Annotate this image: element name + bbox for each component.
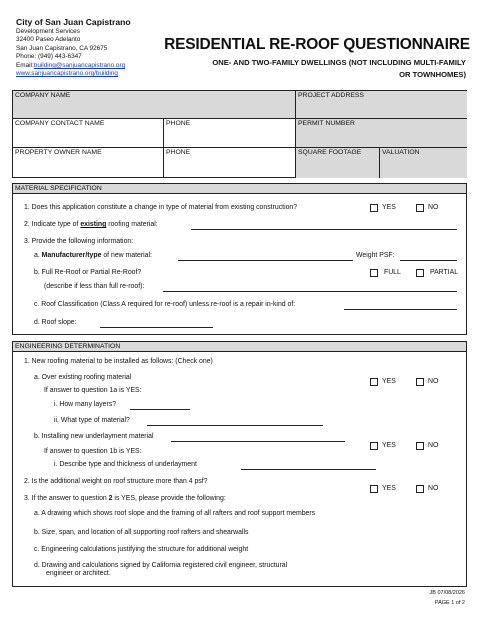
email-link[interactable]: building@sanjuancapistrano.org [33,62,126,69]
eng-q1: 1. New roofing material to be installed as follows: (Check one) [24,358,213,365]
material-q1-yes-checkbox[interactable] [370,204,378,212]
eng-q3a: a. A drawing which shows roof slope and the framing of all rafters and roof support members [34,510,316,517]
material-q2-post: roofing material: [106,221,158,228]
partial-reroof-label: PARTIAL [430,269,459,276]
valuation-label: VALUATION [382,149,420,156]
permit-number-field[interactable] [296,119,467,148]
eng-q1b-yes-checkbox[interactable] [370,442,378,450]
eng-q2: 2. Is the additional weight on roof structure more than 4 psf? [24,478,208,485]
material-specification-section [12,183,467,335]
material-q1: 1. Does this application constitute a change in type of material from existing construction? [24,204,298,211]
underlayment-material-input[interactable] [171,441,345,442]
form-code: JB 07/08/2026 [429,590,465,596]
subtitle-line-1: ONE- AND TWO-FAMILY DWELLINGS (NOT INCLUDING MULTI-FAMILY [212,58,466,67]
eng-q3b: b. Size, span, and location of all supporting roof rafters and shearwalls [34,529,249,536]
phone-label-1: PHONE [166,120,191,127]
address-line-2: San Juan Capistrano, CA 92675 [16,45,108,52]
company-name-field[interactable] [13,91,296,119]
eng-q3c: c. Engineering calculations justifying the structure for additional weight [34,546,249,553]
form-subtitle [160,57,466,81]
eng-q1b-no-checkbox[interactable] [416,442,424,450]
full-reroof-label: FULL [384,269,401,276]
square-footage-label: SQUARE FOOTAGE [298,149,362,156]
material-q3d: d. Roof slope: [34,319,77,326]
eng-q1b-no-label: NO [428,442,439,449]
website-link[interactable]: www.sanjuancapistrano.org/building [16,70,118,77]
project-address-field[interactable] [296,91,467,119]
material-q1-no-label: NO [428,204,439,211]
weight-psf-input[interactable] [400,260,457,261]
partial-description-input[interactable] [163,291,457,292]
email-label: Email: [16,62,34,69]
material-q3a [34,252,152,259]
eng-q1a: a. Over existing roofing material [34,374,132,381]
company-name-label: COMPANY NAME [15,92,71,99]
valuation-field[interactable] [380,148,467,178]
eng-q1b-condition: If answer to question 1b is YES: [44,448,142,455]
eng-q1a-yes-checkbox[interactable] [370,378,378,386]
existing-type-input[interactable] [147,425,323,426]
subtitle-line-2: OR TOWNHOMES) [399,70,466,79]
eng-q1a-yes-label: YES [382,378,396,385]
existing-material-input[interactable] [191,229,457,230]
eng-q3 [24,495,226,502]
material-q3b-note: (describe if less than full re-roof): [44,283,145,290]
property-owner-field[interactable] [13,148,164,178]
underlayment-thickness-input[interactable] [241,469,376,470]
square-footage-field[interactable] [296,148,380,178]
material-q3a-pre: a. [34,252,42,259]
eng-q1a-layers: i. How many layers? [54,401,117,408]
material-q2 [24,221,158,228]
eng-q1a-no-checkbox[interactable] [416,378,424,386]
full-reroof-checkbox[interactable] [370,269,378,277]
project-address-label: PROJECT ADDRESS [298,92,364,99]
material-q2-emphasis: existing [80,221,107,228]
company-contact-field[interactable] [13,119,164,148]
project-info-grid [12,90,467,178]
weight-psf-label: Weight PSF: [356,252,395,259]
page-number: PAGE 1 of 2 [434,600,465,606]
roof-classification-input[interactable] [344,309,457,310]
engineering-determination-section [12,341,467,587]
eng-q1a-no-label: NO [428,378,439,385]
phone-label-2: PHONE [166,149,191,156]
eng-q3-pre: 3. If the answer to question [24,495,109,502]
material-q3a-post: of new material: [101,252,152,259]
layers-input[interactable] [130,409,190,410]
material-spec-heading: MATERIAL SPECIFICATION [13,184,466,194]
website-line [16,70,118,78]
eng-q3d-line-1: d. Drawing and calculations signed by California registered civil engineer, structural [34,562,288,569]
eng-q3-post: is YES, please provide the following: [112,495,226,502]
city-name: City of San Juan Capistrano [16,17,131,27]
phone-field-1[interactable] [164,119,296,148]
department: Development Services [16,28,80,35]
address-line-1: 32400 Paseo Adelanto [16,36,81,43]
eng-q1b: b. Installing new underlayment material [34,433,154,440]
eng-q2-yes-label: YES [382,485,396,492]
eng-q1a-material: ii. What type of material? [54,417,130,424]
material-q1-no-checkbox[interactable] [416,204,424,212]
roof-slope-input[interactable] [100,327,213,328]
phone-field-2[interactable] [164,148,296,178]
eng-q3-emphasis: 2 [108,495,113,502]
permit-number-label: PERMIT NUMBER [298,120,355,127]
manufacturer-input[interactable] [178,260,353,261]
eng-q2-no-label: NO [428,485,439,492]
email-line [16,62,125,70]
property-owner-label: PROPERTY OWNER NAME [15,149,102,156]
company-contact-label: COMPANY CONTACT NAME [15,120,105,127]
eng-q2-yes-checkbox[interactable] [370,485,378,493]
material-q3b: b. Full Re-Roof or Partial Re-Roof? [34,269,142,276]
phone-line: Phone: (949) 443-6347 [16,53,82,60]
eng-q1b-describe: i. Describe type and thickness of underlayment [54,461,197,468]
material-q2-pre: 2. Indicate type of [24,221,81,228]
partial-reroof-checkbox[interactable] [416,269,424,277]
material-q1-yes-label: YES [382,204,396,211]
material-q3: 3. Provide the following information: [24,238,134,245]
eng-q2-no-checkbox[interactable] [416,485,424,493]
material-q3c: c. Roof Classification (Class A required for re-roof) unless re-roof is a repair in-kind of: [34,301,296,308]
eng-q1a-condition: If answer to question 1a is YES: [44,387,142,394]
material-q3a-emphasis: Manufacturer/type [41,252,102,259]
eng-q3d-line-2: engineer or architect. [46,570,111,577]
engineering-heading: ENGINEERING DETERMINATION [13,342,466,352]
eng-q1b-yes-label: YES [382,442,396,449]
form-title: RESIDENTIAL RE-ROOF QUESTIONNAIRE [164,36,470,53]
